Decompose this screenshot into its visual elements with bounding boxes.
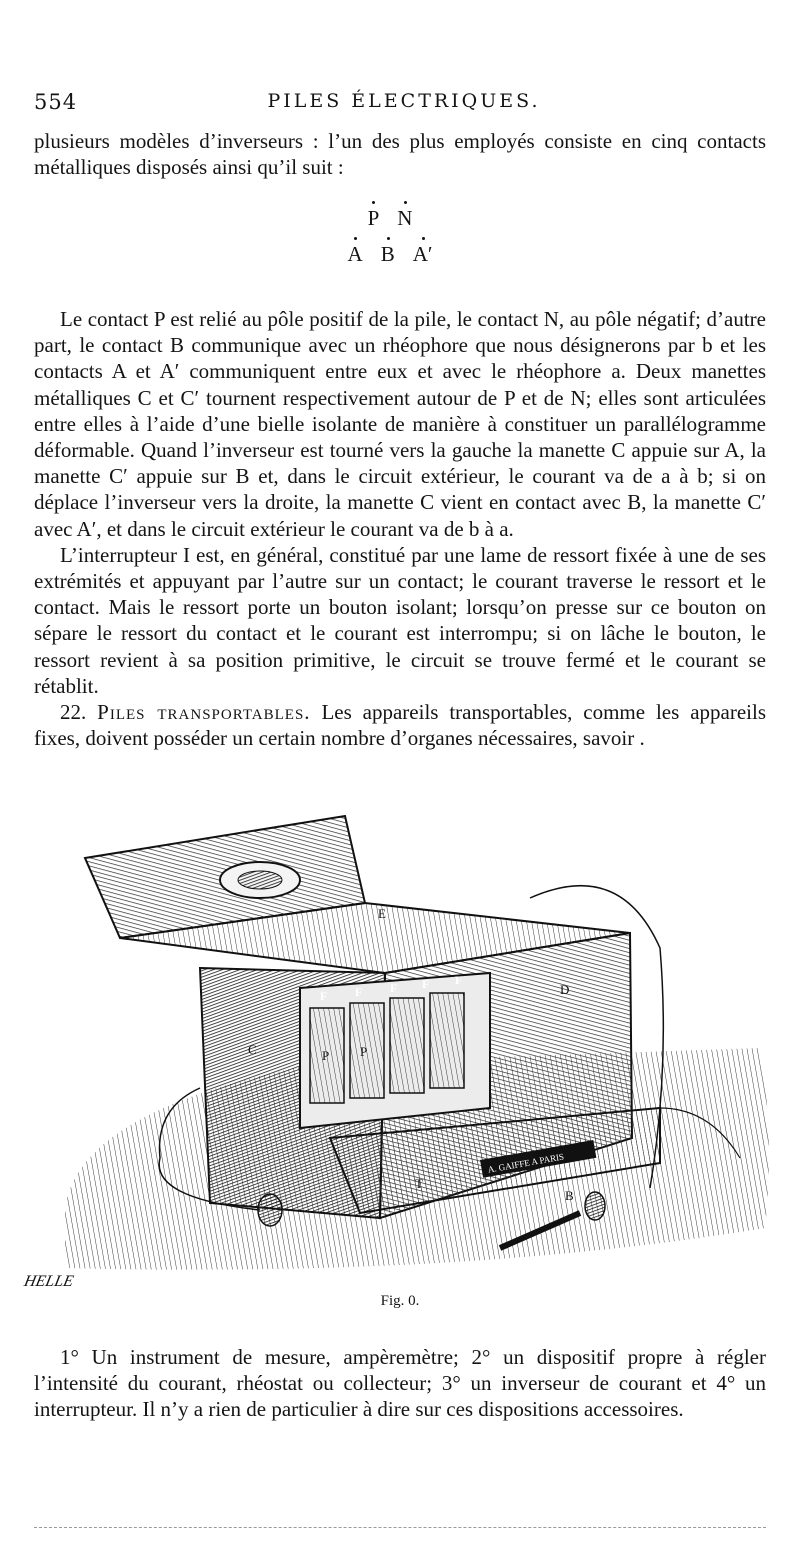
engraver-signature: HELLE [22, 1273, 75, 1290]
section-number: 22. [60, 700, 87, 725]
figure-letter-e: E [378, 906, 386, 921]
figure-letter-f-3: F [390, 981, 398, 995]
left-knob [258, 1194, 282, 1226]
footer-dashed-rule [34, 1527, 766, 1528]
figure-letter-c: C [248, 1042, 257, 1057]
section-text: Les appareils transportables, comme les appareils fixes, doivent posséder un certain nombre d’organes nécessaires, savoir . [34, 700, 766, 751]
contacts-bottom-row [330, 242, 450, 267]
figure-letter-f-5: F [455, 973, 463, 987]
figure-letter-p-2: P [360, 1044, 368, 1059]
contact-p: P [367, 206, 380, 230]
contacts-top-row [330, 206, 450, 231]
section-22-paragraph [34, 699, 766, 751]
maker-plate-text: A. GAIFFE A PARIS [486, 1151, 565, 1175]
page-number: 554 [34, 90, 78, 114]
contact-b: B [380, 242, 395, 266]
contact-a: A [347, 242, 363, 266]
intro-paragraph: plusieurs modèles d’inverseurs : l’un des plus employés consiste en cinq contacts métalliques disposés ainsi qu’il suit : [34, 129, 766, 180]
section-heading: Piles transportables. [97, 700, 311, 725]
figure-caption: Fig. 0. [380, 1293, 420, 1309]
page-header [34, 90, 774, 118]
closing-paragraph: 1° Un instrument de mesure, ampèremètre; 2° un dispositif propre à régler l’intensité du courant, rhéostat ou collecteur; 3° un inverseur de courant et 4° un interrupteur. Il n’y a rien de particulier à dire sur ces dispositions accessoires. [34, 1345, 766, 1422]
intro-paragraph-block [34, 128, 766, 180]
paragraph-interrupteur: L’interrupteur I est, en général, constitué par une lame de ressort fixée à une de ses extrémités et appuyant par l’autre sur un contact; le courant traverse le ressort et le contact. Mais le ressort porte un bouton isolant; lorsqu’on presse sur ce bouton on sépare le ressort du contact et le courant est interrompu; si on lâche le bouton, le ressort revient à sa position primitive, le circuit se trouve fermé et le courant se rétablit. [34, 542, 766, 698]
meter-center [238, 871, 282, 889]
portable-battery-engraving [22, 808, 775, 1298]
figure-letter-d: D [560, 982, 570, 997]
contact-n: N [397, 206, 413, 230]
running-title: PILES ÉLECTRIQUES. [267, 90, 541, 112]
figure-letter-f-1: F [320, 989, 328, 1003]
contact-a-prime: A′ [412, 242, 433, 266]
figure-letter-p-1: P [322, 1048, 330, 1063]
paragraph-inverseur: Le contact P est relié au pôle positif de la pile, le contact N, au pôle négatif; d’autre part, le contact B communique avec un rhéophore que nous désignerons par b et les contacts A et A′ communiquent entre eux et avec le rhéophore a. Deux manettes métalliques C et C′ tournent respectivement autour de P et de N; elles sont articulées entre elles à l’aide d’une bielle isolante de manière à constituer un parallélogramme déformable. Quand l’inverseur est tourné vers la gauche la manette C appuie sur A, la manette C′ appuie sur B et, dans le circuit extérieur, le courant va de a à b; si on déplace l’inverseur vers la droite, la manette C vient en contact avec B, la manette C′ avec A′, et dans le circuit extérieur le courant va de b à a. [34, 307, 766, 541]
figure-letter-f-2: F [355, 985, 363, 999]
figure-letter-t: T [415, 1176, 423, 1191]
right-knob [585, 1192, 605, 1220]
body-text-block [34, 306, 766, 751]
closing-text-block [34, 1344, 766, 1423]
figure-letter-b: B [565, 1188, 574, 1203]
figure-letter-f-4: F [422, 977, 430, 991]
